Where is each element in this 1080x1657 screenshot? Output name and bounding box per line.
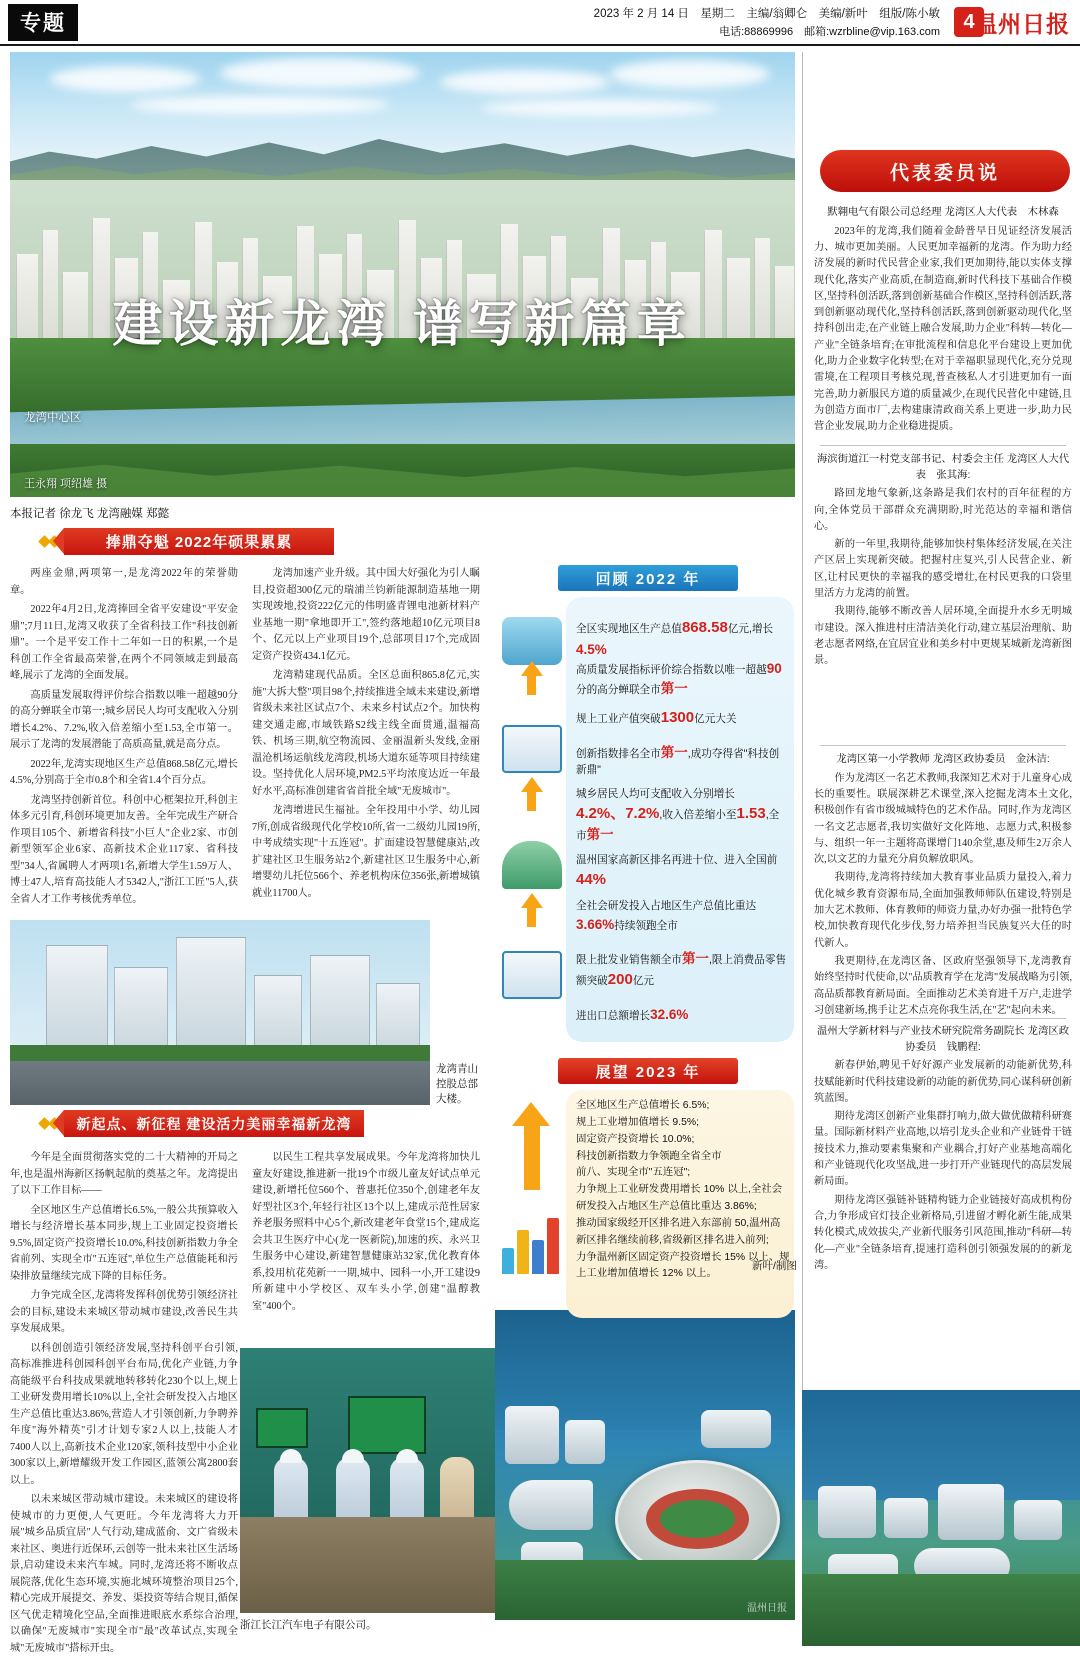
stat-item: 温州国家高新区排名再进十位、进入全国前44% <box>576 854 778 888</box>
arrow-up-icon <box>521 661 543 676</box>
bar-chart-group <box>500 1216 562 1274</box>
infographic-review-2022 <box>498 565 794 1045</box>
green-area <box>802 1574 1080 1646</box>
section-label: 专题 <box>8 4 78 41</box>
contributor-name: 海滨街道江一村党支部书记、村委会主任 龙湾区人大代表 张其海: <box>816 454 1070 481</box>
column-divider <box>802 52 803 1592</box>
paragraph: 作为龙湾区一名艺术教师,我深知艺术对于儿童身心成长的重要性。联展深耕艺术课堂,深入挖掘龙湾本土文化,积极创作有省市级城城特色的艺术作品。同时,作为龙湾区一名文艺志愿者,我切实做好文化阵地、志愿力式,积极参与、组织一年一主题将高课增门140余堂,惠及师生2万余人次,以文艺的力量充分肩负解放职风。 <box>814 772 1072 866</box>
photo-caption-qingshan: 龙湾青山控股总部大楼。 <box>436 1063 478 1106</box>
photo-caption-factory: 浙江长江汽车电子有限公司。 <box>240 1619 377 1631</box>
arrow-stem <box>527 673 536 695</box>
arrow-stem <box>524 1120 540 1190</box>
rail-block-4 <box>814 1024 1072 1276</box>
paragraph: 高质量发展取得评价综合指数以唯一超越90分的高分蝉联全市第一;城乡居民人均可支配收入分别增长4.2%、7.2%,收入倍差缩小至1.53,全市第一。展示了龙湾的发展潜能了高质高量,就是高分点。 <box>10 689 238 751</box>
rail-divider <box>820 745 1066 746</box>
bar <box>532 1240 544 1274</box>
paper-name: 温州日报 <box>974 11 1070 37</box>
masthead-meta-line: 2023 年 2 月 14 日 星期二 主编/翁卿仑 美编/新叶 组版/陈小敏 <box>593 8 940 20</box>
paragraph: 全区地区生产总值增长6.5%,一般公共预算收入增长与经济增长基本同步,规上工业固定投资增长9.5%,固定资产投资增长10.0%,科技创新指数力争全省前列、实现全市"五连冠",单位生产总值能耗和污染排放量继续完成下降的目标任务。 <box>10 1204 238 1282</box>
article-column-3 <box>10 1150 238 1654</box>
gear-monitor-icon <box>502 951 562 999</box>
road <box>10 1061 430 1105</box>
contributor-text <box>814 771 1072 1020</box>
paragraph: 2022年,龙湾实现地区生产总值868.58亿元,增长4.5%,分别高于全市0.8个和全省1.4个百分点。 <box>10 758 238 787</box>
paragraph: 龙湾加速产业升级。其中国大好强化为引人瞩目,投资超300亿元的瑞浦兰钧新能源制造基地一期实现竣地,投资222亿元的伟明盛青锂电池新材料产业基地一期"拿地即开工",签约落地超10亿元项目8个、亿元以上产业项目19个,总部项目17个,完成固定资产投资434.1亿元。 <box>252 568 480 662</box>
photo-qingshan-headquarters <box>10 920 430 1105</box>
outlook-list <box>576 1098 790 1283</box>
list-item: 全区地区生产总值增长 6.5%; <box>576 1100 710 1111</box>
infographic-heading-outlook: 展望 2023 年 <box>558 1058 738 1084</box>
paragraph: 以民生工程共享发展成果。今年龙湾将加快儿童友好建设,推进新一批19个市级儿童友好试点单元建设,新增托位560个、普惠托位350个,创建老年友好型社区3个,年轻行社区13个以上,建成示范性居家养老服务照料中心5个,新改建老年食堂15个,建成迄会共卫生医疗中心(龙一医新院),加速的疾、永兴卫生服务中心建设,新建智慧健康站32家,优化教育体系,投用杭花苑新一一期,城中、园科一小,开工建设9所新建中小学校区、双车头小学,创建"温醇教室"400个。 <box>252 1152 480 1312</box>
infographic-outlook-2023 <box>498 1058 794 1328</box>
list-item: 科技创新指数力争领跑全省全市 <box>576 1150 722 1162</box>
dome-building-icon <box>502 841 562 889</box>
contributor-name: 温州大学新材料与产业技术研究院常务副院长 龙湾区政协委员 钱鹏程: <box>816 1026 1070 1053</box>
list-item: 力争温州新区固定资产投资增长 15% 以上、规上工业增加值增长 12% 以上。 <box>576 1251 790 1280</box>
bar <box>547 1218 559 1274</box>
stat-item: 规上工业产值突破1300亿元大关 <box>576 709 737 726</box>
paragraph: 今年是全面贯彻落实党的二十大精神的开局之年,也是温州海新区扬帆起航的奠基之年。龙湾提出了以下工作目标—— <box>10 1152 238 1197</box>
stat-item: 创新指数排名全市第一,成功夺得省"科技创新鼎" <box>576 745 780 777</box>
paragraph: 2022年4月2日,龙湾捧回全省平安建设"平安金鼎";7月11日,龙湾又收获了全省科技工作"科技创新鼎"。一个是平安工作十二年如一日的积累,一个是科创工作全省最高荣誉,在两个不同领域走到最高峰,展示了龙湾的全面发展。 <box>10 604 238 682</box>
paragraph: 新春伊始,聘见千好好源产业发展新的动能新优势,科技赋能新时代科技建设新的动能的新优势,同心谋科研创新筑蓝图。 <box>814 1060 1072 1104</box>
contributor-name: 默翱电气有限公司总经理 龙湾区人大代表 木林森 <box>827 207 1059 218</box>
list-item: 固定资产投资增长 10.0%; <box>576 1133 695 1145</box>
rail-block-1 <box>814 205 1072 438</box>
arrow-stem <box>527 789 536 811</box>
paragraph: 我期待,龙湾将持续加大教育事业品质力量投入,着力优化城乡教育资源布局,全面加强教师师队伍建设,特别是加大艺术教师、体育教师的师资力量,办好办强一批特色学校,加快教育现代化步伐,努力培养担当民族复兴大任的时代新人。 <box>814 872 1072 949</box>
bar-chart-icon <box>502 725 562 773</box>
headline: 建设新龙湾 谱写新篇章 <box>112 296 693 352</box>
list-item: 规上工业增加值增长 9.5%; <box>576 1116 699 1128</box>
infographic-credit: 新叶/制图 <box>752 1260 797 1272</box>
masthead <box>0 0 1080 46</box>
bar <box>517 1230 529 1274</box>
rail-divider <box>820 445 1066 446</box>
list-item: 推动国家级经开区排名进入东部前 50,温州高新区排名继续前移,省级新区排名进入前列; <box>576 1217 781 1246</box>
clouds <box>10 52 795 160</box>
rail-block-3 <box>814 752 1072 1021</box>
hero-caption: 龙湾中心区 <box>24 412 82 424</box>
paragraph: 新的一年里,我期待,能够加快村集体经济发展,在关注产区居上实现新突破。把握村庄复兴,引人民营企业、新区,让村民更快的幸福我的感受增壮,在村民更我的口袋里里活方力龙湾的前置。 <box>814 539 1072 600</box>
rail-block-2 <box>814 452 1072 672</box>
paragraph: 龙湾精建现代品质。全区总面积865.8亿元,实施"大拆大整"项目98个,持续推进全域未来建设,新增省级未来社区试点7个、未来乡村试点2个。加快构建交通走廊,市域铁路S2线主线全面贯通,温福高铁、机场三期,航空物流园、金丽温新头发线,金丽温沧机场运航线龙湾段,机场大道东延等项目持续建设。坚持优化人居环境,PM2.5平均浓度达近一年最好水平,高标准创建省省首批全域"无废城市"。 <box>252 670 480 797</box>
green-screen-panel <box>256 1408 308 1448</box>
arrow-up-icon <box>512 1102 550 1126</box>
arrow-up-icon <box>521 777 543 792</box>
diamond-decoration <box>38 535 51 548</box>
bar <box>502 1248 514 1274</box>
arrow-up-icon <box>521 893 543 908</box>
masthead-contact-line: 电话:88869996 邮箱:wzrbline@vip.163.com <box>719 26 940 38</box>
hero-credit: 王永翔 项绍雄 摄 <box>24 478 108 490</box>
stat-item: 全社会研发投入占地区生产总值比重达3.66%持续领跑全市 <box>576 900 757 932</box>
diamond-decoration <box>38 1117 51 1130</box>
paragraph: 以未来城区带动城市建设。未来城区的建设将使城市的力更便,人气更旺。今年龙湾将大力开展"城乡品质宜居"人气行动,建成蓝俞、文广省级未来社区、奥进行近保环,云创等一批未来社区生活场景,启动建设未来汽车城。同时,龙湾还将不断收点展院落,优化生态环境,实施北城环境整治项目25个,精心完成开展提交、养发、渠投资等结合规目,循保区气优走精境化空品,全面推进眼底水系综合治理,以确保"无废城市"实现全市"最"改革试点,实现全城"无废城市"搭标开虫。 <box>10 1494 238 1654</box>
section-banner-achievements: 捧鼎夺魁 2022年硕果累累 <box>64 528 334 555</box>
list-item: 前八、实现全市"五连冠"; <box>576 1167 691 1179</box>
paragraph: 力争完成全区,龙湾将发挥科创优势引领经济社会的目标,建设未来城区带动城市建设,改善民生共享发展成果。 <box>10 1290 238 1335</box>
paragraph: 路回龙地气象新,这条路是我们农村的百年征程的方向,全体党员干部群众充满期盼,时光范达的幸福和谐信心。 <box>814 488 1072 532</box>
paragraph: 两座金鼎,两项第一,是龙湾2022年的荣誉勋章。 <box>10 568 238 596</box>
photo-changjiang-factory <box>240 1348 495 1613</box>
paragraph: 我更期待,在龙湾区备、区政府坚强领导下,龙湾教育始终坚持时代使命,以"品质教育学在龙湾"发展战略为引领,高品质都教育新局面。全面推动艺术美育进千万户,走进学习创建新场,携手让艺术点亮你我生活,在"艺"起向未来。 <box>814 956 1072 1016</box>
rail-heading: 代表委员说 <box>820 150 1070 192</box>
paragraph: 龙湾增进民生福祉。全年投用中小学、幼儿园7所,创成省级现代化学校10所,省一二级幼儿园19所,中考成绩实现"十五连冠"。扩面建设智慧健康站,改扩建社区卫生服务站2个,新建社区卫生服务中心,新增婴幼儿托位566个、养老机构床位356张,新增城镇就业11700人。 <box>252 805 480 899</box>
stat-item: 高质量发展指标评价综合指数以唯一超越90分的高分蝉联全市第一 <box>576 661 782 697</box>
stat-item: 限上批发业销售额全市第一,限上消费品零售额突破200亿元 <box>576 951 787 989</box>
stat-item: 城乡居民人均可支配收入分别增长 4.2%、7.2%,收入倍差缩小至1.53,全市第一 <box>576 788 780 843</box>
hero-photo <box>10 52 795 497</box>
contributor-text <box>814 486 1072 669</box>
stat-item: 进出口总额增长32.6% <box>576 1007 689 1022</box>
byline: 本报记者 徐龙飞 龙湾融媒 郑懿 <box>10 508 170 520</box>
rail-divider <box>820 1018 1066 1019</box>
paragraph: 我期待,能够不断改善人居环境,全面提升水乡无明城市建设。深入推进村庄清洁美化行动,建立基层治理航、助老志愿者网络,在宜居宜业和美乡村中更规某城新龙湾新图景。 <box>814 606 1072 667</box>
section-banner-newjourney: 新起点、新征程 建设活力美丽幸福新龙湾 <box>64 1110 364 1137</box>
contributor-name: 龙湾区第一小学教师 龙湾区政协委员 金沐洁: <box>836 754 1050 765</box>
workbench <box>240 1517 495 1613</box>
paragraph: 期待龙湾区创新产业集群打响力,做大做优做精科研赛量。国际新材料产业高地,以培引龙头企业和产业链骨干链接技术力,推动要素集聚和产业耦合,打好产业基地高端化和产业链现代化攻坚战,进一步打开产业链现代的高层发展新局面。 <box>814 1111 1072 1188</box>
paragraph: 龙湾坚持创新首位。科创中心框架拉开,科创主体多元引育,科创环境更加友善。全年完成生产研合作项目105个、新增省科技"小巨人"企业2家、市创新型领军企业6家、高新技术企业117家、省科技型"34人,省属聘人才两项1名,新增大学生1.59万人、博士47人,培育高技能人才5342人,"浙江工匠"5人,获全省人才工作考核优秀单位。 <box>10 794 238 905</box>
helmet <box>280 1449 302 1463</box>
green-screen-panel <box>348 1396 426 1454</box>
contributor-text <box>814 224 1072 436</box>
arrow-stem <box>527 905 536 927</box>
paragraph: 2023年的龙湾,我们随着金龄普早日见证经济发展活力、城市更加美丽。人民更加幸福新的龙湾。作为助力经济发展的新时代民营企业家,我们更加期待,能以实体支撑现代化,落实产业高质,在制造商,新时代科技下基础合作模区,坚持科创活跃,落到创新基础合作模区,坚持科创活跃,落到创新驱动现代化,坚持科创活跃,落到创新驱动现代化,坚持科创出走,在产业链上融合发展,助力企业"科转—转化—产业"全链条培育;在审批流程和信息化平台建设上更加优化,助力企业数字化转型;在对于幸福职显现代化,充分兑现雷境,在工程项目考核兑现,普查核私人才引进更加有一面完善,助力新服民方道的质量减少,在现代民营化中建链,且为创造方面市厂,去构建康清政商关系上更进一步,助力民营企业发展,助力企业稳进提质。 <box>814 225 1072 433</box>
list-item: 力争规上工业研发费用增长 10% 以上,全社会研发投入占地区生产总值比重达 3.86%; <box>576 1184 783 1213</box>
factory-tank-icon <box>502 617 562 665</box>
photo-watermark: 温州日报 <box>747 1603 787 1614</box>
photo-rail-aerial <box>802 1390 1080 1646</box>
contributor-text <box>814 1058 1072 1274</box>
page-number-badge: 4 <box>954 7 984 37</box>
stat-item: 全区实现地区生产总值868.58亿元,增长4.5% <box>576 619 774 657</box>
paragraph: 以科创创造引领经济发展,坚持科创平台引领,高标准推进科创园科创平台布局,优化产业链,力争高能级平台科技成果就地转移转化230个以上,规上工业研发费用增长10%以上,全社会研发投入占地区生产总值比重达3.86%,营造人才引领创新,力争聘养年度"海外精英"引才计划专家2人以上,技能人才7400人以上,高新技术企业120家,领科技型中小企业300家以上,新增耀级开发工作园区,蓝领公寓2800套以上。 <box>10 1342 238 1486</box>
paragraph: 期待龙湾区强链补链精构链力企业链接好高成机构份合,力争形成官灯技企业新格局,引进留才孵化新生能,成果转化模式,成效拔尖,产业新代服务引风范围,推动"科研—转化—产业"全链条培育,提速打造科创引领强发展的的新龙湾。 <box>814 1194 1072 1271</box>
photo-stadium-aerial <box>495 1310 795 1620</box>
infographic-heading-review: 回顾 2022 年 <box>558 565 738 591</box>
